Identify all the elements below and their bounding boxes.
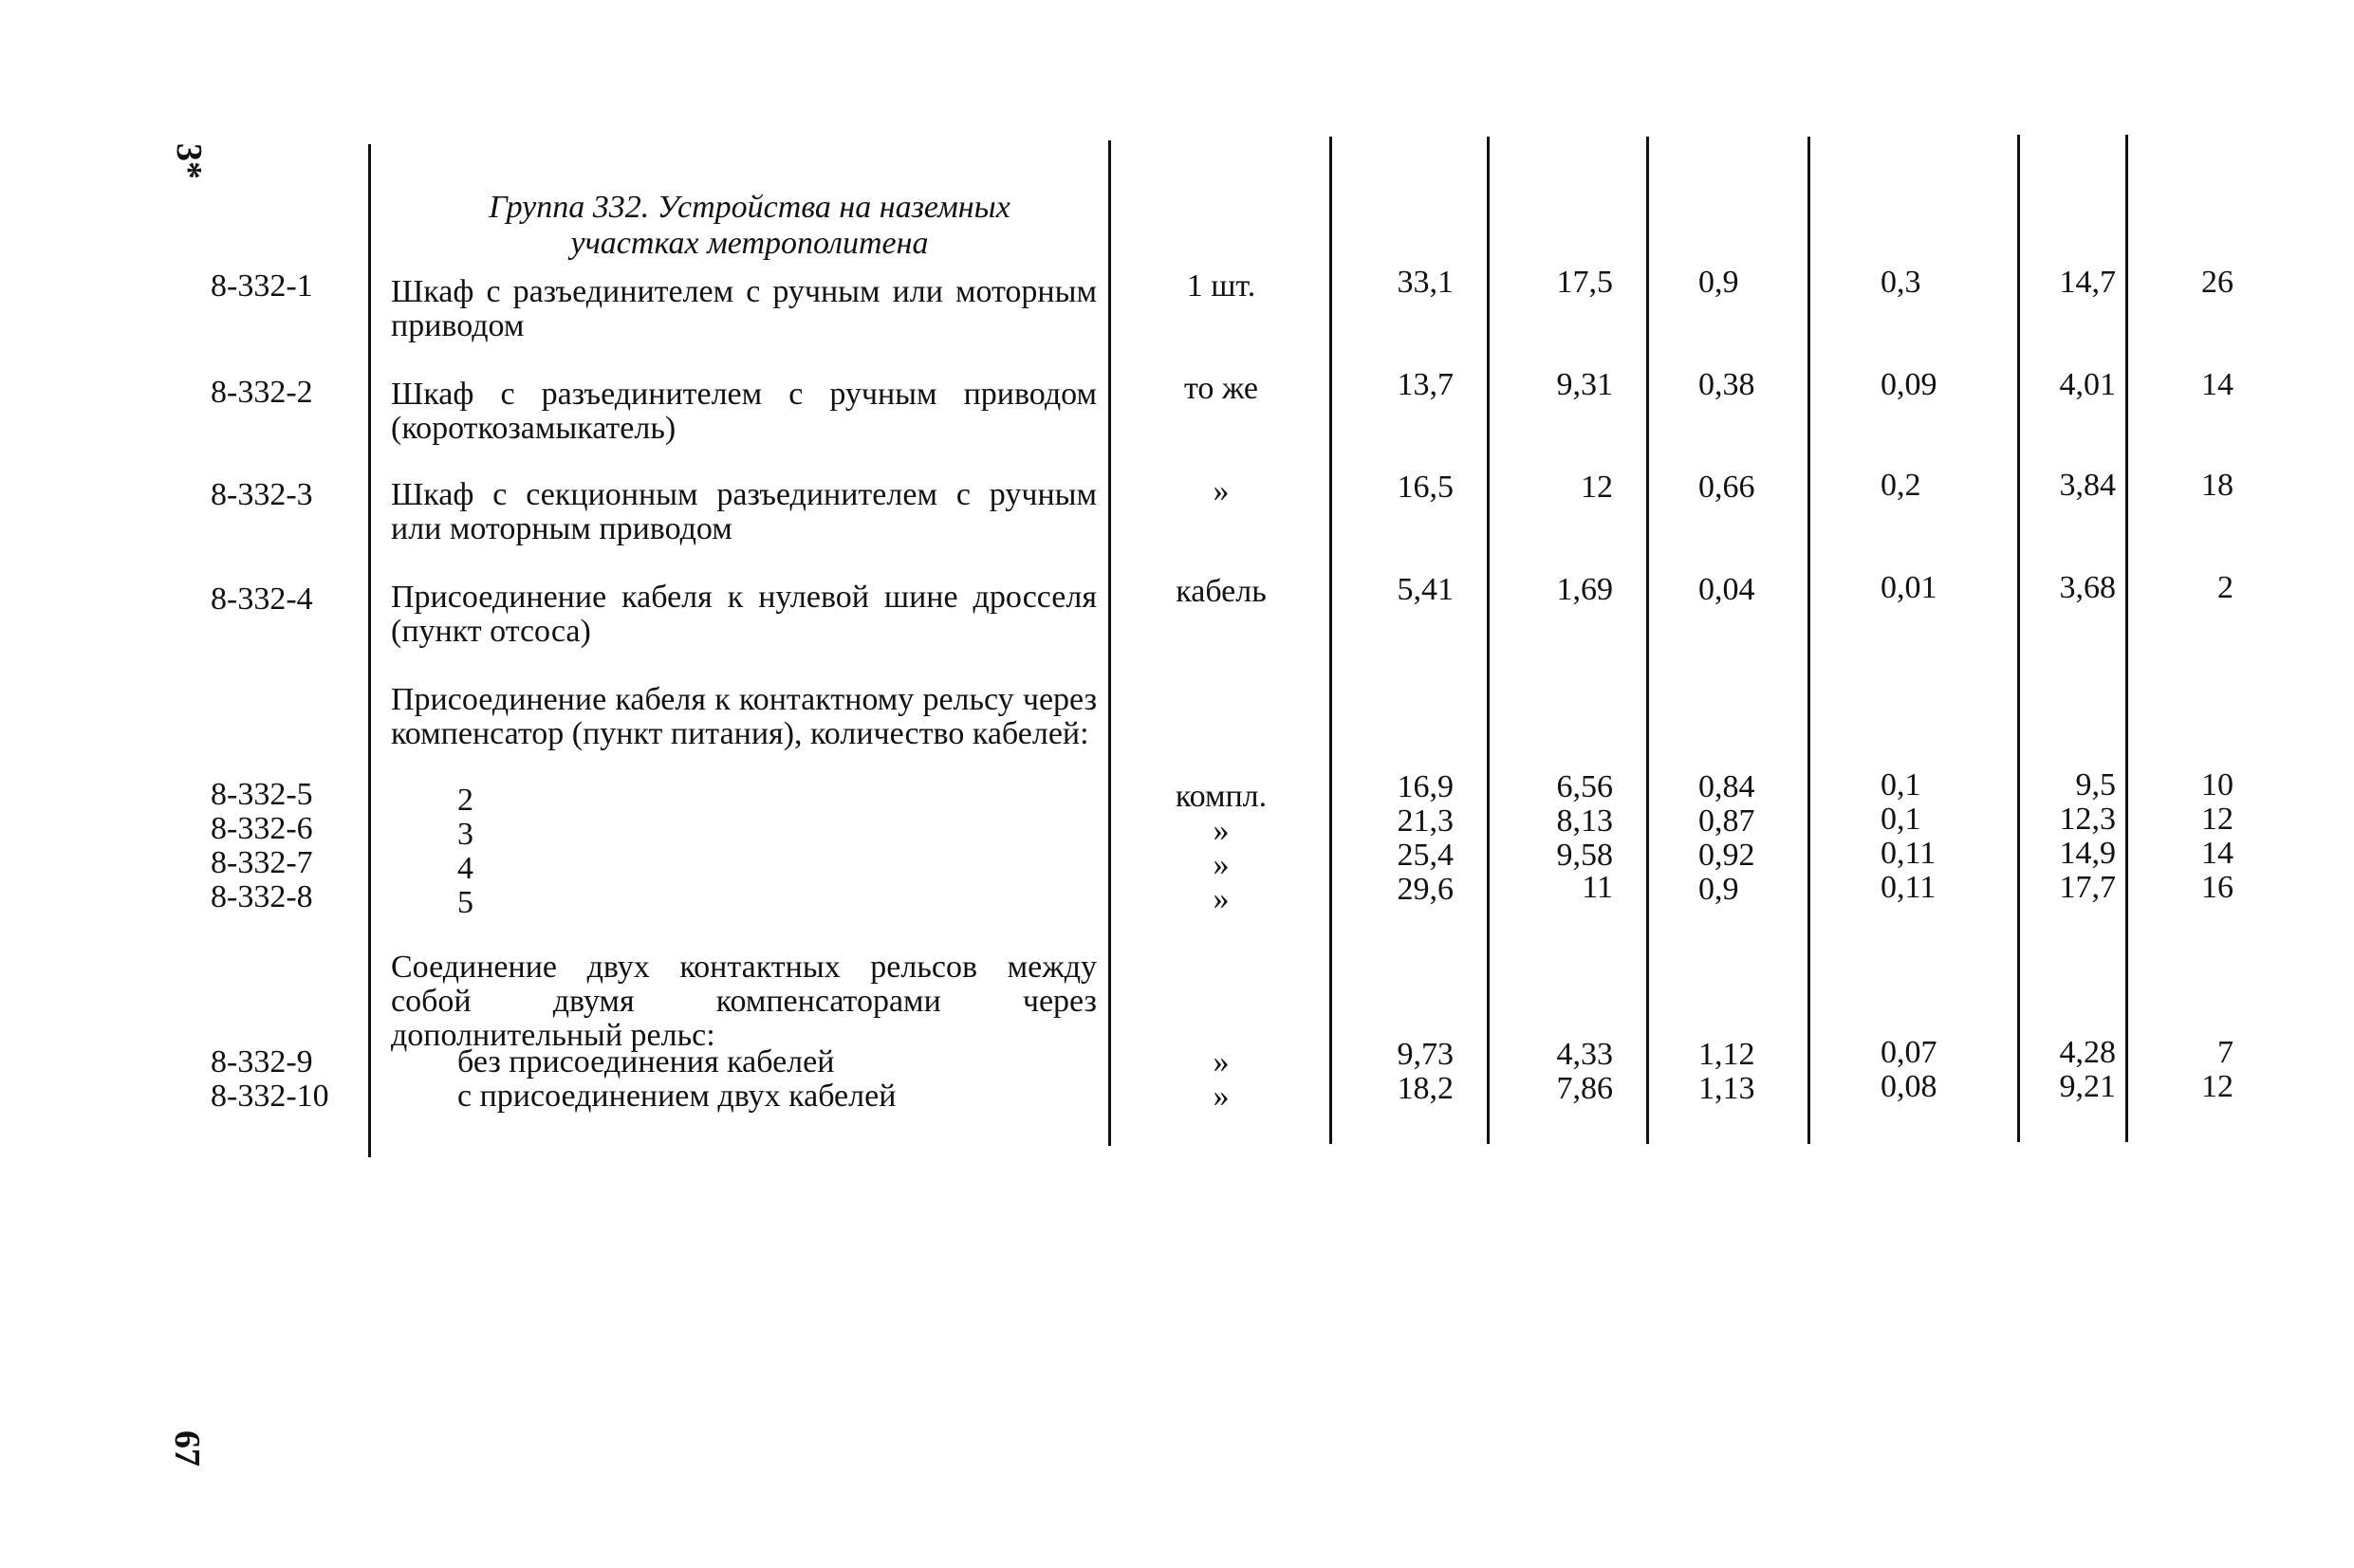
row-code: 8-332-5 (211, 777, 313, 812)
group-title (399, 190, 1101, 262)
row-value-2: 4,33 (1556, 1037, 1613, 1072)
row-value-1: 29,6 (1397, 872, 1454, 907)
row-value-3: 0,87 (1698, 803, 1755, 839)
row-unit: » (1213, 1044, 1230, 1079)
row-value-2: 12 (1581, 470, 1613, 505)
row-value-6: 18 (2201, 468, 2234, 503)
row-value-5: 4,28 (2059, 1035, 2116, 1070)
group-title-line-1: Группа 332. Устройства на наземных (489, 190, 1010, 225)
row-description: 5 (457, 885, 473, 920)
row-description: с присоединением двух кабелей (457, 1079, 897, 1114)
row-value-6: 12 (2201, 1069, 2234, 1104)
column-rule-2 (1108, 140, 1111, 1146)
row-value-4: 0,01 (1881, 570, 1937, 605)
column-rule-6 (1807, 137, 1810, 1144)
row-value-5: 9,5 (2075, 767, 2116, 802)
row-value-2: 9,31 (1556, 367, 1613, 402)
group-title-line-2: участках метрополитена (570, 226, 929, 261)
row-value-1: 25,4 (1397, 838, 1454, 873)
row-description: Шкаф с секционным разъединителем с ручным или моторным приводом (391, 477, 1097, 546)
row-value-3: 0,38 (1698, 367, 1755, 402)
row-value-2: 9,58 (1556, 838, 1613, 873)
row-code: 8-332-6 (211, 811, 313, 846)
row-unit: 1 шт. (1186, 268, 1256, 304)
row-code: 8-332-3 (211, 477, 313, 512)
row-value-5: 17,7 (2059, 870, 2116, 905)
row-unit: компл. (1175, 779, 1268, 814)
row-value-4: 0,3 (1881, 265, 1921, 300)
row-value-5: 12,3 (2059, 802, 2116, 837)
row-value-5: 9,21 (2059, 1069, 2116, 1104)
row-description: Шкаф с разъединителем с ручным или моторным приводом (391, 274, 1097, 343)
row-value-4: 0,1 (1881, 767, 1921, 802)
row-value-6: 16 (2201, 870, 2234, 905)
row-value-5: 3,68 (2059, 570, 2116, 605)
row-value-1: 13,7 (1397, 367, 1454, 402)
row-unit: то же (1183, 371, 1259, 406)
row-value-3: 0,9 (1698, 265, 1739, 300)
row-value-2: 17,5 (1556, 265, 1613, 300)
row-value-1: 16,5 (1397, 470, 1454, 505)
row-value-4: 0,07 (1881, 1035, 1937, 1070)
row-value-4: 0,08 (1881, 1069, 1937, 1104)
row-value-5: 3,84 (2059, 468, 2116, 503)
row-value-5: 14,9 (2059, 836, 2116, 871)
row-unit: » (1213, 473, 1230, 508)
row-unit: » (1213, 847, 1230, 882)
row-description: Присоединение кабеля к нулевой шине дросселя (пункт отсоса) (391, 580, 1097, 649)
row-value-6: 26 (2201, 265, 2234, 300)
row-value-2: 11 (1582, 870, 1613, 905)
row-value-3: 0,04 (1698, 572, 1755, 607)
row-unit: » (1213, 881, 1230, 916)
row-value-4: 0,11 (1881, 870, 1937, 905)
row-value-6: 10 (2201, 767, 2234, 802)
row-value-3: 0,84 (1698, 769, 1755, 804)
column-rule-5 (1646, 137, 1649, 1144)
row-value-2: 8,13 (1556, 803, 1613, 839)
row-value-4: 0,09 (1881, 367, 1937, 402)
row-code: 8-332-1 (211, 268, 313, 304)
page-number: 67 (167, 1430, 207, 1467)
group-a-header: Присоединение кабеля к контактному рельсу через компенсатор (пункт питания), количество кабелей: (391, 682, 1097, 751)
row-value-4: 0,11 (1881, 836, 1937, 871)
row-code: 8-332-8 (211, 879, 313, 914)
row-description: без присоединения кабелей (457, 1044, 835, 1079)
row-value-3: 0,9 (1698, 872, 1739, 907)
row-value-6: 7 (2217, 1035, 2234, 1070)
row-value-1: 33,1 (1397, 265, 1454, 300)
row-value-1: 21,3 (1397, 803, 1454, 839)
row-value-2: 7,86 (1556, 1071, 1613, 1106)
row-value-3: 1,13 (1698, 1071, 1755, 1106)
row-code: 8-332-10 (211, 1079, 329, 1114)
row-value-5: 14,7 (2059, 265, 2116, 300)
row-value-3: 0,92 (1698, 838, 1755, 873)
row-unit: » (1213, 1079, 1230, 1114)
row-value-6: 14 (2201, 836, 2234, 871)
row-value-6: 2 (2217, 570, 2234, 605)
column-rule-8 (2125, 135, 2128, 1142)
row-description: 3 (457, 817, 473, 852)
row-code: 8-332-2 (211, 375, 313, 410)
row-description: 2 (457, 783, 473, 818)
row-value-1: 5,41 (1397, 572, 1454, 607)
row-unit: » (1213, 813, 1230, 848)
column-rule-7 (2017, 135, 2020, 1142)
row-value-6: 14 (2201, 367, 2234, 402)
row-code: 8-332-4 (211, 581, 313, 617)
row-value-2: 1,69 (1556, 572, 1613, 607)
row-value-3: 0,66 (1698, 470, 1755, 505)
row-value-4: 0,2 (1881, 468, 1921, 503)
row-value-2: 6,56 (1556, 769, 1613, 804)
row-value-1: 16,9 (1397, 769, 1454, 804)
row-value-5: 4,01 (2059, 367, 2116, 402)
row-value-4: 0,1 (1881, 802, 1921, 837)
row-value-1: 9,73 (1397, 1037, 1454, 1072)
row-code: 8-332-9 (211, 1044, 313, 1079)
row-description: Шкаф с разъединителем с ручным приводом (короткозамыкатель) (391, 377, 1097, 446)
group-b-header: Соединение двух контактных рельсов между собой двумя компенсаторами через дополнительный рельс: (391, 950, 1097, 1053)
row-value-6: 12 (2201, 802, 2234, 837)
row-code: 8-332-7 (211, 845, 313, 880)
row-description: 4 (457, 851, 473, 886)
margin-mark-top: 3* (169, 143, 209, 179)
row-value-3: 1,12 (1698, 1037, 1755, 1072)
row-unit: кабель (1176, 574, 1267, 609)
row-value-1: 18,2 (1397, 1071, 1454, 1106)
column-rule-1 (368, 144, 371, 1157)
